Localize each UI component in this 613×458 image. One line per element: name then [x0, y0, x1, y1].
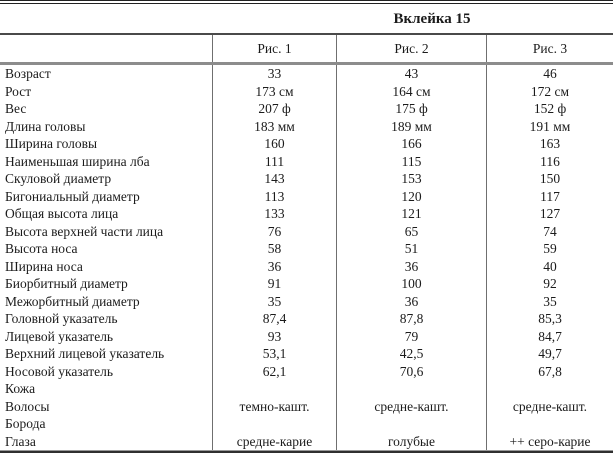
- fig1-value: 33: [213, 65, 337, 83]
- row-label: Носовой указатель: [0, 363, 213, 381]
- fig3-value: 59: [543, 241, 557, 256]
- row-label: Кожа: [0, 380, 213, 398]
- fig3-value: 127: [539, 206, 561, 221]
- fig1-value: 207 ф: [213, 100, 337, 118]
- fig2-value: 65: [337, 223, 487, 241]
- fig1-value: 87,4: [213, 310, 337, 328]
- fig2-value: 42,5: [337, 345, 487, 363]
- row-label: Длина головы: [0, 118, 213, 136]
- fig1-value: [213, 415, 337, 433]
- row-label: Межорбитный диаметр: [0, 293, 213, 311]
- row-label: Глаза: [0, 433, 213, 451]
- fig2-value: 175 ф: [337, 100, 487, 118]
- row-label: Верхний лицевой указатель: [0, 345, 213, 363]
- fig2-value: [337, 380, 487, 398]
- table-title: Вклейка 15: [393, 11, 471, 27]
- fig3-value: 152 ф: [533, 101, 567, 116]
- fig3-value: 163: [539, 136, 561, 151]
- fig3-value: 117: [540, 188, 560, 204]
- row-label: Рост: [0, 83, 213, 101]
- fig3-value: 40: [543, 258, 557, 274]
- row-label: Общая высота лица: [0, 205, 213, 223]
- fig1-value: 53,1: [213, 345, 337, 363]
- table-row: [0, 328, 613, 346]
- bottom-rule: [0, 450, 613, 453]
- fig3-value: 172 см: [530, 83, 570, 99]
- fig1-value: 133: [213, 205, 337, 223]
- table-row: [0, 415, 613, 433]
- fig1-value: 76: [213, 223, 337, 241]
- row-label: Борода: [0, 415, 213, 433]
- fig2-value: 87,8: [337, 310, 487, 328]
- table-row: [0, 65, 613, 83]
- fig3-value: 116: [540, 153, 560, 169]
- fig3-value: 150: [539, 171, 561, 186]
- fig3-value: 85,3: [538, 311, 562, 326]
- fig1-value: темно-кашт.: [213, 398, 337, 416]
- row-label: Вес: [0, 100, 213, 118]
- fig2-value: 115: [337, 153, 487, 171]
- fig2-value: 70,6: [337, 363, 487, 381]
- fig2-value: 189 мм: [337, 118, 487, 136]
- fig1-value: 62,1: [213, 363, 337, 381]
- row-label: Ширина головы: [0, 135, 213, 153]
- fig3-value: 92: [543, 276, 557, 291]
- fig3-value: 74: [543, 223, 557, 239]
- fig3-value: 84,7: [538, 328, 562, 344]
- fig3-value: 191 мм: [529, 118, 571, 134]
- table-row: [0, 205, 613, 223]
- fig2-value: 36: [337, 258, 487, 276]
- fig1-value: 91: [213, 275, 337, 293]
- fig1-value: 143: [213, 170, 337, 188]
- column-header-fig3: Рис. 3: [532, 41, 568, 56]
- column-header-fig1: Рис. 1: [213, 35, 337, 62]
- table-row: [0, 83, 613, 101]
- fig1-value: 36: [213, 258, 337, 276]
- fig3-value: 49,7: [538, 346, 562, 361]
- fig3-value: ++ серо-карие: [509, 433, 591, 449]
- fig1-value: [213, 380, 337, 398]
- fig3-value: средне-кашт.: [512, 398, 588, 414]
- row-label: Бигониальный диаметр: [0, 188, 213, 206]
- fig1-value: 58: [213, 240, 337, 258]
- fig2-value: [337, 415, 487, 433]
- table-row: [0, 345, 613, 363]
- table-row: [0, 100, 613, 118]
- column-header-fig2: Рис. 2: [337, 35, 487, 62]
- fig1-value: 113: [213, 188, 337, 206]
- fig2-value: 153: [337, 170, 487, 188]
- table-row: [0, 433, 613, 451]
- row-label: Ширина носа: [0, 258, 213, 276]
- row-label: Высота верхней части лица: [0, 223, 213, 241]
- row-label: Возраст: [0, 65, 213, 83]
- table-row: [0, 363, 613, 381]
- row-label: Волосы: [0, 398, 213, 416]
- table-row: [0, 153, 613, 171]
- table-row: [0, 380, 613, 398]
- fig2-value: 120: [337, 188, 487, 206]
- fig3-value: 35: [543, 293, 557, 309]
- fig2-value: 166: [337, 135, 487, 153]
- header-corner-cell: [0, 35, 213, 62]
- table-row: [0, 398, 613, 416]
- fig2-value: 43: [337, 65, 487, 83]
- table-body: [0, 65, 613, 450]
- table-row: [0, 135, 613, 153]
- fig1-value: 111: [213, 153, 337, 171]
- fig2-value: 164 см: [337, 83, 487, 101]
- fig3-value: [487, 380, 613, 398]
- fig2-value: средне-кашт.: [337, 398, 487, 416]
- table-row: [0, 258, 613, 276]
- table-row: [0, 240, 613, 258]
- fig1-value: 35: [213, 293, 337, 311]
- row-label: Лицевой указатель: [0, 328, 213, 346]
- row-label: Головной указатель: [0, 310, 213, 328]
- row-label: Биорбитный диаметр: [0, 275, 213, 293]
- row-label: Наименьшая ширина лба: [0, 153, 213, 171]
- fig3-value: [487, 415, 613, 433]
- row-label: Высота носа: [0, 240, 213, 258]
- fig1-value: средне-карие: [213, 433, 337, 451]
- fig1-value: 93: [213, 328, 337, 346]
- fig2-value: 79: [337, 328, 487, 346]
- fig2-value: голубые: [337, 433, 487, 451]
- fig1-value: 173 см: [213, 83, 337, 101]
- table-row: [0, 293, 613, 311]
- row-label: Скуловой диаметр: [0, 170, 213, 188]
- table-row: [0, 310, 613, 328]
- table-row: [0, 188, 613, 206]
- table-row: [0, 118, 613, 136]
- fig2-value: 100: [337, 275, 487, 293]
- fig3-value: 46: [543, 66, 557, 81]
- fig1-value: 183 мм: [213, 118, 337, 136]
- table-header-row: [0, 35, 613, 62]
- table-row: [0, 223, 613, 241]
- fig2-value: 51: [337, 240, 487, 258]
- fig1-value: 160: [213, 135, 337, 153]
- fig3-value: 67,8: [538, 363, 562, 379]
- fig2-value: 36: [337, 293, 487, 311]
- table-row: [0, 170, 613, 188]
- fig2-value: 121: [337, 205, 487, 223]
- table-row: [0, 275, 613, 293]
